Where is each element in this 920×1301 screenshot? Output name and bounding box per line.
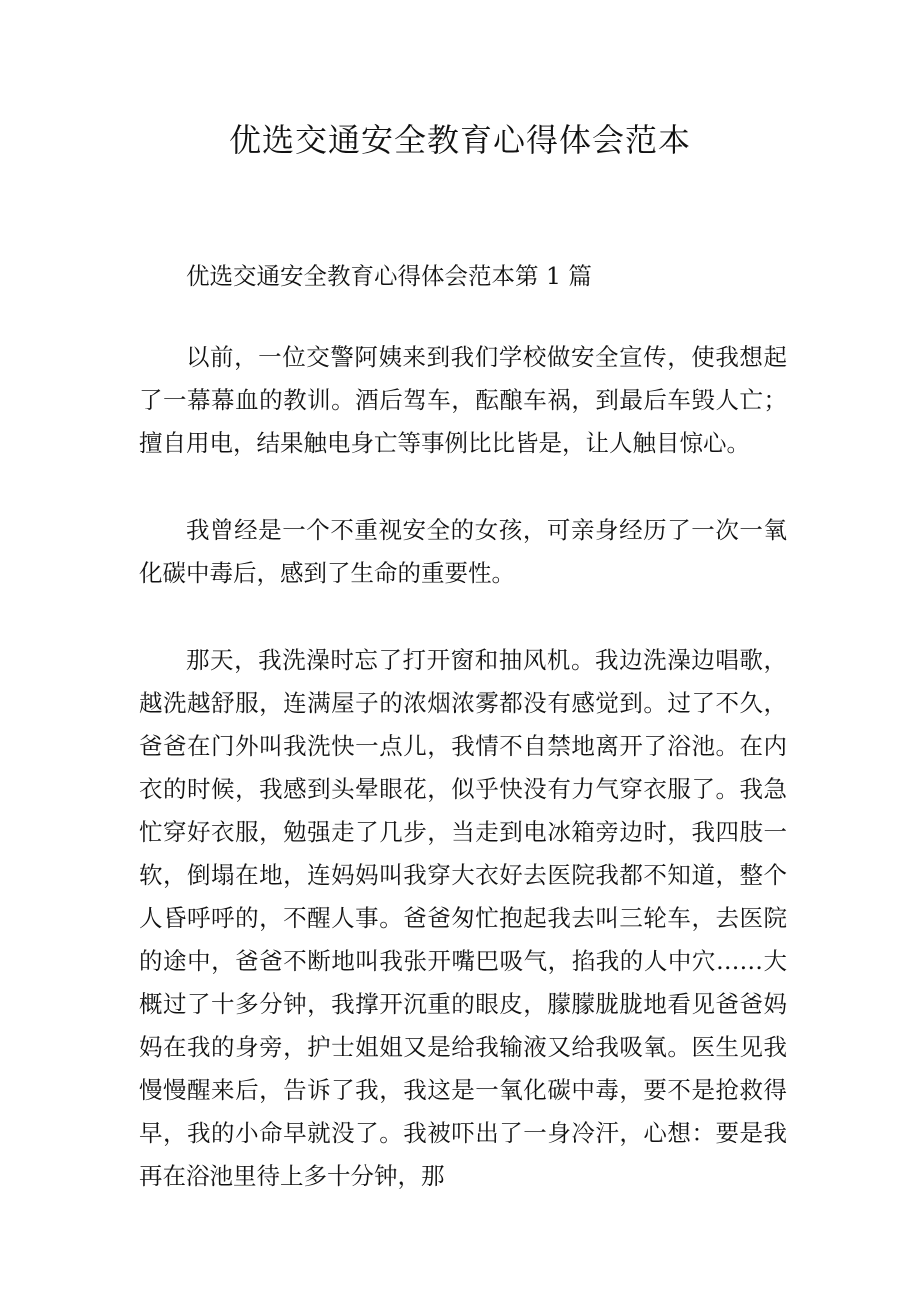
section-heading: 优选交通安全教育心得体会范本第 1 篇 [186,262,592,290]
paragraph-2: 我曾经是一个不重视安全的女孩，可亲身经历了一次一氧化碳中毒后，感到了生命的重要性。 [139,516,787,587]
paragraph-3: 那天，我洗澡时忘了打开窗和抽风机。我边洗澡边唱歌，越洗越舒服，连满屋子的浓烟浓雾都没有感觉到。过了不久，爸爸在门外叫我洗快一点儿，我情不自禁地离开了浴池。在内衣的时候，我感到头晕眼花，似乎快没有力气穿衣服了。我急忙穿好衣服，勉强走了几步，当走到电冰箱旁边时，我四肢一软，倒塌在地，连妈妈叫我穿大衣好去医院我都不知道，整个人昏呼呼的，不醒人事。爸爸匆忙抱起我去叫三轮车，去医院的途中，爸爸不断地叫我张开嘴巴吸气，掐我的人中穴……大概过了十多分钟，我撑开沉重的眼皮，朦朦胧胧地看见爸爸妈妈在我的身旁，护士姐姐又是给我输液又给我吸氧。医生见我慢慢醒来后，告诉了我，我这是一氧化碳中毒，要不是抢救得早，我的小命早就没了。我被吓出了一身冷汗，心想：要是我再在浴池里待上多十分钟，那 [139,646,787,1190]
document-title: 优选交通安全教育心得体会范本 [228,121,691,159]
paragraph-1: 以前，一位交警阿姨来到我们学校做安全宣传，使我想起了一幕幕血的教训。酒后驾车，酝酿车祸，到最后车毁人亡；擅自用电，结果触电身亡等事例比比皆是，让人触目惊心。 [139,343,787,457]
